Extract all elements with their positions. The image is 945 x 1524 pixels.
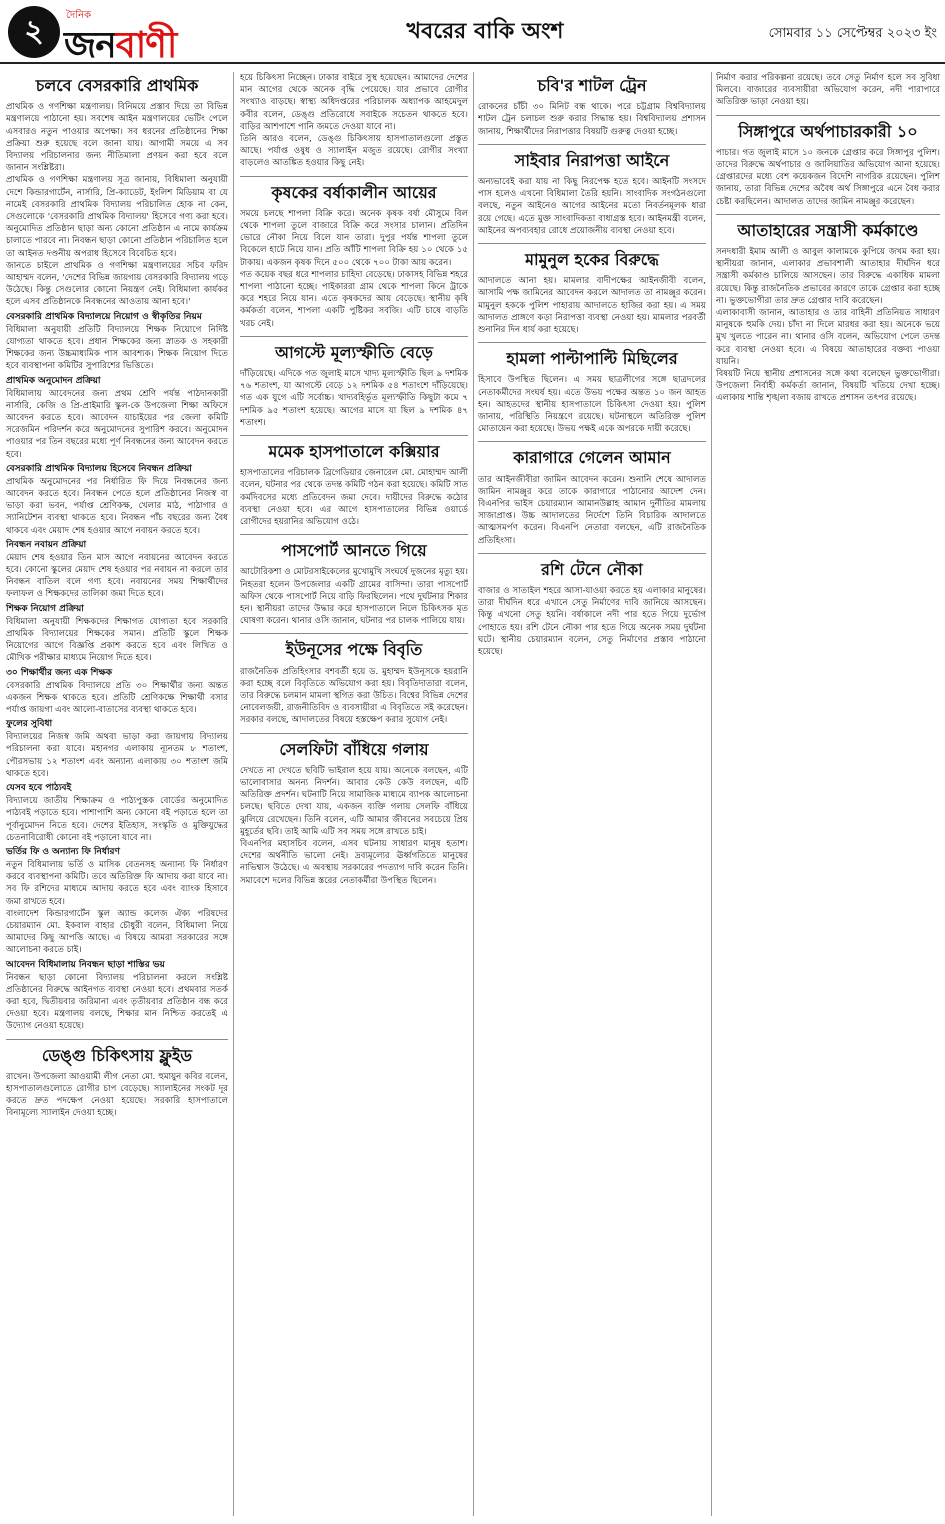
column-divider <box>473 72 474 1516</box>
headline-inflation: আগস্টে মূল্যস্ফীতি বেড়ে <box>275 342 433 362</box>
divider <box>478 342 706 343</box>
subheading: নিবন্ধন নবায়ন প্রক্রিয়া <box>6 539 87 550</box>
headline-cu-shuttle: চবি'র শাটল ট্রেন <box>537 76 647 95</box>
article-text: বিষয়টি নিয়ে স্থানীয় প্রশাসনের সঙ্গে কথা বলেছেন ভুক্তভোগীরা। উপজেলা নির্বাহী কর্মকর্তা জানান, বিষয়টি খতিয়ে দেখা হচ্ছে। এলাকায় শান্তি শৃঙ্খলা বজায় রাখতে প্রশাসন তৎপর রয়েছে। <box>716 369 940 404</box>
headline-yunus-statement: ইউনূসের পক্ষে বিবৃতি <box>285 640 423 660</box>
article-text: সনদধারী ইমাম আলী ও আবুল কালামকে কুপিয়ে জখম করা হয়। স্থানীয়রা জানান, এলাকার প্রভাবশালী আতাহার দীর্ঘদিন ধরে সন্ত্রাসী কর্মকাণ্ড চালিয়ে আসছেন। তার বিরুদ্ধে একাধিক মামলা রয়েছে। কিন্তু রাজনৈতিক প্রভাবের কারণে তাকে গ্রেপ্তার করা হচ্ছে না। ভুক্তভোগীরা তার দ্রুত গ্রেপ্তার দাবি করেছেন। <box>716 247 940 306</box>
divider <box>478 553 706 554</box>
divider <box>240 435 468 436</box>
headline-mymensingh-hospital: মমেক হাসপাতালে কক্সিয়ার <box>268 442 440 462</box>
newspaper-logo <box>64 18 176 78</box>
column-3 <box>478 72 706 658</box>
divider <box>716 214 940 215</box>
column-divider <box>711 72 712 1516</box>
article-text: বাংলাদেশ কিন্ডারগার্টেন স্কুল অ্যান্ড কলেজ ঐক্য পরিষদের চেয়ারম্যান মো. ইকবাল বাহার চৌধুরী বলেন, বিধিমালা নিয়ে আমাদের কিছু আপত্তি আছে। এ বিষয়ে আমরা সরকারের সঙ্গে আলোচনা করতে চাই। <box>6 908 228 956</box>
page-number: ২ <box>8 6 60 58</box>
divider <box>478 441 706 442</box>
divider <box>240 633 468 634</box>
logo-prefix: দৈনিক <box>66 10 92 21</box>
article-text: হাসপাতালের পরিচালক ব্রিগেডিয়ার জেনারেল মো. মোহাম্মদ আলী বলেন, ঘটনার পর থেকে তদন্ত কমিটি গঠন করা হয়েছে। কমিটি সাত কর্মদিবসের মধ্যে প্রতিবেদন জমা দেবে। দায়ীদের বিরুদ্ধে কঠোর ব্যবস্থা নেওয়া হবে। এর আগে হাসপাতালের বিভিন্ন ওয়ার্ডে রোগীদের হয়রানির অভিযোগ ওঠে। <box>240 468 468 528</box>
divider <box>478 144 706 145</box>
article-text: বাজার ও সাতাইল শহরে আসা-যাওয়া করতে হয় এলাকার মানুষের। তারা দীর্ঘদিন ধরে এখানে সেতু নির্মাণের দাবি জানিয়ে আসছেন। কিন্তু এখনো সেতু হয়নি। বর্ষাকালে নদী পার হতে গিয়ে দুর্ভোগ পোহাতে হয়। রশি টেনে নৌকা পার হতে গিয়ে অনেক সময় দুর্ঘটনা ঘটে। স্থানীয় চেয়ারম্যান বলেন, সেতু নির্মাণের প্রস্তাব পাঠানো হয়েছে। <box>478 586 706 658</box>
headline-rope-boat: রশি টেনে নৌকা <box>541 559 643 579</box>
subheading: প্রাথমিক অনুমোদন প্রক্রিয়া <box>6 375 101 386</box>
subheading: বেসরকারি প্রাথমিক বিদ্যালয় হিসেবে নিবন্ধন প্রক্রিয়া <box>6 463 192 474</box>
subheading: বেসরকারি প্রাথমিক বিদ্যালয়ে নিয়োগ ও স্বীকৃতির নিয়ম <box>6 311 202 322</box>
headline-singapore-laundering: সিঙ্গাপুরে অর্থপাচারকারী ১০ <box>738 121 918 141</box>
article-text: হিসাবে উপস্থিত ছিলেন। এ সময় ছাত্রলীগের সঙ্গে ছাত্রদলের নেতাকর্মীদের সংঘর্ষ হয়। এতে উভয় পক্ষের অন্তত ১০ জন আহত হন। আহতদের স্থানীয় হাসপাতালে চিকিৎসা দেওয়া হয়। পুলিশ জানায়, পরিস্থিতি নিয়ন্ত্রণে রয়েছে। ঘটনাস্থলে অতিরিক্ত পুলিশ মোতায়েন করা হয়েছে। উভয় পক্ষই একে অপরকে দায়ী করেছে। <box>478 375 706 435</box>
headline-mamunul-haque: মামুনুল হকের বিরুদ্ধে <box>525 250 659 269</box>
masthead <box>0 0 945 64</box>
article-text: পাচার। গত জুলাই মাসে ১০ জনকে গ্রেপ্তার করে সিঙ্গাপুর পুলিশ। তাদের বিরুদ্ধে অর্থপাচার ও জালিয়াতির অভিযোগ আনা হয়েছে। গ্রেপ্তারদের মধ্যে বেশ কয়েকজন বিদেশি নাগরিক রয়েছেন। পুলিশ জানায়, তারা বিভিন্ন দেশের অবৈধ অর্থ সিঙ্গাপুরে এনে বৈধ করার চেষ্টা করছিলেন। আদালত তাদের জামিন নামঞ্জুর করেছেন। <box>716 147 940 207</box>
article-text: রাজনৈতিক প্রতিহিংসার বশবর্তী হয়ে ড. মুহাম্মদ ইউনূসকে হয়রানি করা হচ্ছে বলে বিবৃতিতে অভিযোগ করা হয়। বিবৃতিদাতারা বলেন, তার বিরুদ্ধে চলমান মামলা স্থগিত করা উচিত। বিশ্বের বিভিন্ন দেশের নোবেলজয়ী, রাজনীতিবিদ ও ব্যবসায়ীরা এ বিবৃতিতে সই করেছেন। সরকার বলছে, আদালতের বিষয়ে হস্তক্ষেপ করার সুযোগ নেই। <box>240 666 468 726</box>
article-text: তিনি আরও বলেন, ডেঙ্গু চিকিৎসায় হাসপাতালগুলো প্রস্তুত আছে। পর্যাপ্ত ওষুধ ও স্যালাইন মজুত রয়েছে। রোগীর সংখ্যা বাড়লেও আতঙ্কিত হওয়ার কিছু নেই। <box>240 134 468 169</box>
headline-dengue-fluid: ডেঙ্গু চিকিৎসায় ফ্লুইড <box>41 1045 193 1065</box>
divider <box>240 336 468 337</box>
article-text: প্রাথমিক ও গণশিক্ষা মন্ত্রণালয়। বিনিময়ে প্রস্তাব দিয়ে তা বিভিন্ন মন্ত্রণালয়ে পাঠানো হয়। সবশেষ আইন মন্ত্রণালয়ের ভেটিং পেলে এসবারও নতুন পাওয়ার অপেক্ষা। সব ধরনের প্রতিষ্ঠানের শিক্ষা প্রক্রিয়া শুরু হয়েছে বলে জানা যায়। আগামী সময়ে এ সব বিদ্যালয় পরিচালনার জন্য নীতিমালা প্রণয়ন করা হবে বলে জানান সংশ্লিষ্টরা। <box>6 102 228 174</box>
article-text: এলাকাবাসী জানান, আতাহার ও তার বাহিনী প্রতিনিয়ত সাধারণ মানুষকে হুমকি দেয়। চাঁদা না দিলে মারধর করা হয়। অনেকে ভয়ে মুখ খুলতে পারেন না। থানার ওসি বলেন, অভিযোগ পেলে তদন্ত করে ব্যবস্থা নেওয়া হবে। এ বিষয়ে আতাহারের বক্তব্য পাওয়া যায়নি। <box>716 308 940 367</box>
subheading: ৩০ শিক্ষার্থীর জন্য এক শিক্ষক <box>6 667 113 678</box>
article-text: মেয়াদ শেষ হওয়ার তিন মাস আগে নবায়নের আবেদন করতে হবে। কোনো স্কুলের মেয়াদ শেষ হওয়ার পর নবায়ন না করলে তার নিবন্ধন বাতিল বলে গণ্য হবে। নবায়নের সময় শিক্ষার্থীদের ফলাফল ও শিক্ষকদের তালিকা জমা দিতে হবে। <box>6 552 228 600</box>
headline-atahar-terror: আতাহারের সন্ত্রাসী কর্মকাণ্ডে <box>737 220 919 240</box>
divider <box>240 733 468 734</box>
article-text: দেখতে না দেখতে ছবিটি ভাইরাল হয়ে যায়। অনেকে বলছেন, এটি ভালোবাসার অনন্য নিদর্শন। আবার কেউ কেউ বলছেন, এটি অতিরিক্ত প্রদর্শন। ঘটনাটি নিয়ে সামাজিক মাধ্যমে ব্যাপক আলোচনা চলছে। ছবিতে দেখা যায়, একজন ব্যক্তি গলায় সেলফি বাঁধিয়ে ঝুলিয়ে রেখেছেন। তিনি বলেন, এটি আমার জীবনের সবচেয়ে প্রিয় মুহূর্তের ছবি। তাই আমি এটি সব সময় সঙ্গে রাখতে চাই। <box>240 765 468 837</box>
divider <box>716 115 940 116</box>
article-text: রোকনের চাঁচী ৩০ মিনিট বন্ধ থাকে। পরে চট্টগ্রাম বিশ্ববিদ্যালয় শাটল ট্রেন চলাচল শুরু করার সিদ্ধান্ত হয়। বিশ্ববিদ্যালয় প্রশাসন জানায়, শিক্ষার্থীদের নিরাপত্তার বিষয়টি গুরুত্ব দেওয়া হচ্ছে। <box>478 102 706 137</box>
dateline: সোমবার ১১ সেপ্টেম্বর ২০২৩ ইং <box>768 26 937 41</box>
article-text: বিধিমালায় আবেদনের জন্য প্রথম শ্রেণি পর্যন্ত পাঠদানকারী নার্সারি, কেজি ও প্রি-প্রাইমারি স্কুল-কে উপজেলা শিক্ষা অফিসে আবেদন করতে হবে। আবেদন যাচাইয়ের পর জেলা কমিটি সরেজমিন পরিদর্শন করে অনুমোদনের সুপারিশ করবে। অনুমোদন পাওয়ার পর তিন বছরের মধ্যে পূর্ণ নিবন্ধনের জন্য আবেদন করতে হবে। <box>6 388 228 460</box>
subheading: আবেদন বিধিমালায় নিবন্ধন ছাড়া শাস্তির ভয় <box>6 959 165 970</box>
headline-aman-jail: কারাগারে গেলেন আমান <box>513 448 671 468</box>
article-text: আদালতে আনা হয়। মামলার বাদীপক্ষের আইনজীবী বলেন, আসামি পক্ষ জামিনের আবেদন করলে আদালত তা নামঞ্জুর করেন। মামুনুল হককে পুলিশ পাহারায় আদালতে হাজির করা হয়। এ সময় আদালত প্রাঙ্গণে কড়া নিরাপত্তা ব্যবস্থা নেওয়া হয়। মামলার পরবর্তী শুনানির দিন ধার্য করা হয়েছে। <box>478 276 706 335</box>
logo-part-a: জন <box>64 25 116 66</box>
subheading: যেসব হবে পাঠ্যবই <box>6 783 72 794</box>
article-text: বিদ্যালয়ে জাতীয় শিক্ষাক্রম ও পাঠ্যপুস্তক বোর্ডের অনুমোদিত পাঠ্যবই পড়াতে হবে। পাশাপাশি অন্য কোনো বই পড়াতে হলে তা পূর্বানুমোদন নিতে হবে। দেশের ইতিহাস, সংস্কৃতি ও মুক্তিযুদ্ধের চেতনাবিরোধী কোনো বই পড়ানো যাবে না। <box>6 796 228 843</box>
headline-counter-rally: হামলা পাল্টাপাল্টি মিছিলের <box>506 349 678 369</box>
article-text: বিএনপির মহাসচিব বলেন, এসব ঘটনায় সাধারণ মানুষ হতাশ। দেশের অর্থনীতি ভালো নেই। দ্রব্যমূল্যের ঊর্ধ্বগতিতে মানুষের নাভিশ্বাস উঠেছে। এ অবস্থায় সরকারের পদত্যাগ দাবি করেন তিনি। সমাবেশে দলের বিভিন্ন স্তরের নেতাকর্মীরা উপস্থিত ছিলেন। <box>240 839 468 886</box>
article-text: আটোরিকশা ও মোটরসাইকেলের মুখোমুখি সংঘর্ষে দুজনের মৃত্যু হয়। নিহতরা হলেন উপজেলার একটি গ্রামের বাসিন্দা। তারা পাসপোর্ট অফিস থেকে পাসপোর্ট নিয়ে বাড়ি ফিরছিলেন। পথে দুর্ঘটনার শিকার হন। স্থানীয়রা তাদের উদ্ধার করে হাসপাতালে নিলে চিকিৎসক মৃত ঘোষণা করেন। থানার ওসি জানান, ঘটনার পর চালক পালিয়ে যায়। <box>240 567 468 627</box>
divider <box>478 243 706 244</box>
headline-farmers-income: কৃষকের বর্ষাকালীন আয়ের <box>271 182 437 202</box>
article-text: সময়ে চলছে শাপলা বিক্রি করে। অনেক কৃষক বর্ষা মৌসুমে বিল থেকে শাপলা তুলে বাজারে বিক্রি করে সংসার চালান। প্রতিদিন ভোরে নৌকা নিয়ে বিলে যান তারা। দুপুর পর্যন্ত শাপলা তুলে বিকেলে হাটে নিয়ে যান। প্রতি আঁটি শাপলা বিক্রি হয় ১০ থেকে ১৫ টাকায়। একজন কৃষক দিনে ৫০০ থেকে ৭০০ টাকা আয় করেন। <box>240 208 468 268</box>
subheading: ভর্তির ফি ও অন্যান্য ফি নির্ধারণ <box>6 846 120 857</box>
article-text: প্রাথমিক অনুমোদনের পর নির্ধারিত ফি দিয়ে নিবন্ধনের জন্য আবেদন করতে হবে। নিবন্ধন পেতে হলে প্রতিষ্ঠানের নিজস্ব বা ভাড়া করা ভবন, পর্যাপ্ত শ্রেণিকক্ষ, খেলার মাঠ, পাঠাগার ও স্যানিটেশন ব্যবস্থা থাকতে হবে। নিবন্ধন পাঁচ বছরের জন্য বৈধ থাকবে এবং মেয়াদ শেষ হওয়ার আগে নবায়ন করতে হবে। <box>6 476 228 536</box>
headline-selfie: সেলফিটা বাঁধিয়ে গলায় <box>279 739 429 759</box>
column-1 <box>6 72 228 1120</box>
article-text: রাখেন। উপজেলা আওয়ামী লীগ নেতা মো. হুমায়ুন কবির বলেন, হাসপাতালগুলোতে রোগীর চাপ বেড়েছে। স্যালাইনের সংকট দূর করতে দ্রুত পদক্ষেপ নেওয়া হয়েছে। সরকারি হাসপাতালে বিনামূল্যে স্যালাইন দেওয়া হচ্ছে। <box>6 1071 228 1119</box>
column-4 <box>716 72 940 405</box>
subheading: ফুলের সুবিধা <box>6 719 53 730</box>
headline-cyber-security: সাইবার নিরাপত্তা আইনে <box>514 150 670 170</box>
article-text: নতুন বিধিমালায় ভর্তি ও মাসিক বেতনসহ অন্যান্য ফি নির্ধারণ করবে ব্যবস্থাপনা কমিটি। তবে অতিরিক্ত ফি আদায় করা যাবে না। সব ফি রশিদের মাধ্যমে আদায় করতে হবে এবং ব্যাংক হিসাবে জমা রাখতে হবে। <box>6 859 228 907</box>
article-text: বেসরকারি প্রাথমিক বিদ্যালয়ে প্রতি ৩০ শিক্ষার্থীর জন্য অন্তত একজন শিক্ষক থাকতে হবে। প্রতিটি শ্রেণিকক্ষে শিক্ষার্থী বসার পর্যাপ্ত জায়গা এবং আলো-বাতাসের ব্যবস্থা থাকতে হবে। <box>6 680 228 715</box>
divider <box>6 1039 228 1040</box>
column-2 <box>240 72 468 887</box>
article-text: হয়ে চিকিৎসা নিচ্ছেন। ঢাকার বাইরে সুস্থ হয়েছেন। আমাদের দেশের মান আগের থেকে অনেক বৃদ্ধি পেয়েছে। যার প্রভাবে রোগীর সংখ্যাও বাড়ছে। স্বাস্থ্য অধিদপ্তরের পরিচালক অধ্যাপক আহমেদুল কবীর বলেন, ডেঙ্গু প্রতিরোধে সবাইকে সচেতন থাকতে হবে। বাড়ির আশপাশে পানি জমতে দেওয়া যাবে না। <box>240 73 468 132</box>
article-text: নির্মাণ করার পরিকল্পনা রয়েছে। তবে সেতু নির্মাণ হলে সব সুবিধা মিলবে। বাজারের ব্যবসায়ীরা অভিযোগ করেন, নদী পারাপারে অতিরিক্ত ভাড়া নেওয়া হয়। <box>716 73 940 108</box>
divider <box>240 534 468 535</box>
article-text: তার আইনজীবীরা জামিন আবেদন করেন। শুনানি শেষে আদালত জামিন নামঞ্জুর করে তাকে কারাগারে পাঠানোর আদেশ দেন। বিএনপির ভাইস চেয়ারম্যান আমানউল্লাহ আমান দুর্নীতির মামলায় সাজাপ্রাপ্ত। উচ্চ আদালতের নির্দেশে তিনি বিচারিক আদালতে আত্মসমর্পণ করেন। বিএনপি নেতারা বলছেন, এটি রাজনৈতিক প্রতিহিংসা। <box>478 474 706 546</box>
article-text: জানতে চাইলে প্রাথমিক ও গণশিক্ষা মন্ত্রণালয়ের সচিব ফরিদ আহাম্মদ বলেন, 'দেশের বিভিন্ন জায়গায় বেসরকারি বিদ্যালয় গড়ে উঠেছে। কিন্তু সেগুলোর কোনো নিয়ন্ত্রণ নেই। বিধিমালা কার্যকর হলে এসব প্রতিষ্ঠানকে নিবন্ধনের আওতায় আনা হবে।' <box>6 260 228 308</box>
article-text: নিবন্ধন ছাড়া কোনো বিদ্যালয় পরিচালনা করলে সংশ্লিষ্ট প্রতিষ্ঠানের বিরুদ্ধে আইনগত ব্যবস্থা নেওয়া হবে। প্রথমবার সতর্ক করা হবে, দ্বিতীয়বার জরিমানা এবং তৃতীয়বার প্রতিষ্ঠান বন্ধ করে দেওয়া হবে। মন্ত্রণালয় বলছে, শিক্ষার মান নিশ্চিত করতেই এ উদ্যোগ নেওয়া হয়েছে। <box>6 972 228 1032</box>
headline-passport: পাসপোর্ট আনতে গিয়ে <box>281 541 427 561</box>
article-text: প্রাথমিক ও গণশিক্ষা মন্ত্রণালয় সূত্র জানায়, বিধিমালা অনুযায়ী দেশে কিন্ডারগার্টেন, নার্সারি, প্রি-ক্যাডেট, ইংলিশ মিডিয়াম বা যে নামেই বেসরকারি প্রাথমিক বিদ্যালয় পরিচালিত হোক না কেন, সেগুলোকে 'বেসরকারি প্রাথমিক বিদ্যালয়' হিসেবে গণ্য করা হবে। অনুমোদিত প্রতিষ্ঠান ছাড়া অন্য কোনো প্রতিষ্ঠান এ নামে কার্যক্রম চালাতে পারবে না। নিবন্ধন ছাড়া কোনো প্রতিষ্ঠান পরিচালিত হলে তা আইনত দণ্ডনীয় অপরাধ হিসেবে বিবেচিত হবে। <box>6 175 228 259</box>
headline-private-primary: চলবে বেসরকারি প্রাথমিক <box>35 76 199 95</box>
subheading: শিক্ষক নিয়োগ প্রক্রিয়া <box>6 603 84 614</box>
column-divider <box>233 72 234 1516</box>
article-text: বিধিমালা অনুযায়ী প্রতিটি বিদ্যালয়ে শিক্ষক নিয়োগে নির্দিষ্ট যোগ্যতা থাকতে হবে। প্রধান শিক্ষকের জন্য স্নাতক ও সহকারী শিক্ষকের জন্য উচ্চমাধ্যমিক পাস আবশ্যক। শিক্ষক নিয়োগ দিতে হবে ব্যবস্থাপনা কমিটির সুপারিশের ভিত্তিতে। <box>6 324 228 372</box>
logo-part-b: বাণী <box>115 25 177 66</box>
divider <box>240 176 468 177</box>
article-text: বিধিমালা অনুযায়ী শিক্ষকদের শিক্ষাগত যোগ্যতা হবে সরকারি প্রাথমিক বিদ্যালয়ের শিক্ষকের সমান। প্রতিটি স্কুলে শিক্ষক নিয়োগের আগে বিজ্ঞপ্তি প্রকাশ করতে হবে এবং লিখিত ও মৌখিক পরীক্ষার মাধ্যমে নিয়োগ দিতে হবে। <box>6 616 228 664</box>
article-text: অন্যভাবেই করা যায় না কিছু নিরপেক্ষ হতে হবে। আইনটি সংসদে পাস হলেও এখনো বিধিমালা তৈরি হয়নি। সাংবাদিক সংগঠনগুলো বলছে, নতুন আইনেও আগের আইনের মতো নিবর্তনমূলক ধারা রয়ে গেছে। এতে মুক্ত সাংবাদিকতা বাধাগ্রস্ত হবে। আইনমন্ত্রী বলেন, আইনের অপব্যবহার রোধে প্রয়োজনীয় ব্যবস্থা নেওয়া হবে। <box>478 176 706 236</box>
article-text: দাঁড়িয়েছে। এদিকে গত জুলাই মাসে খাদ্য মূল্যস্ফীতি ছিল ৯ দশমিক ৭৬ শতাংশ, যা আগস্টে বেড়ে ১২ দশমিক ৫৪ শতাংশে দাঁড়িয়েছে। গত এক যুগে এটি সর্বোচ্চ। খাদ্যবহির্ভূত মূল্যস্ফীতি কিছুটা কমে ৭ দশমিক ৯৫ শতাংশ হয়েছে। আগের মাসে যা ছিল ৯ দশমিক ৪৭ শতাংশ। <box>240 369 468 428</box>
article-text: বিদ্যালয়ের নিজস্ব জমি অথবা ভাড়া করা জায়গায় বিদ্যালয় পরিচালনা করা যাবে। মহানগর এলাকায় ন্যূনতম ৮ শতাংশ, পৌরসভায় ১২ শতাংশ এবং অন্যান্য এলাকায় ৩০ শতাংশ জমি থাকতে হবে। <box>6 732 228 779</box>
section-title: খবরের বাকি অংশ <box>406 18 564 44</box>
article-text: গত কয়েক বছর ধরে শাপলার চাহিদা বেড়েছে। ঢাকাসহ বিভিন্ন শহরে শাপলা পাঠানো হচ্ছে। পাইকাররা গ্রাম থেকে শাপলা কিনে ট্রাকে করে শহরে নিয়ে যান। এতে কৃষকদের আয় বেড়েছে। স্থানীয় কৃষি কর্মকর্তা বলেন, শাপলা একটি পুষ্টিকর সবজি। এটি চাষে বাড়তি খরচ নেই। <box>240 269 468 329</box>
